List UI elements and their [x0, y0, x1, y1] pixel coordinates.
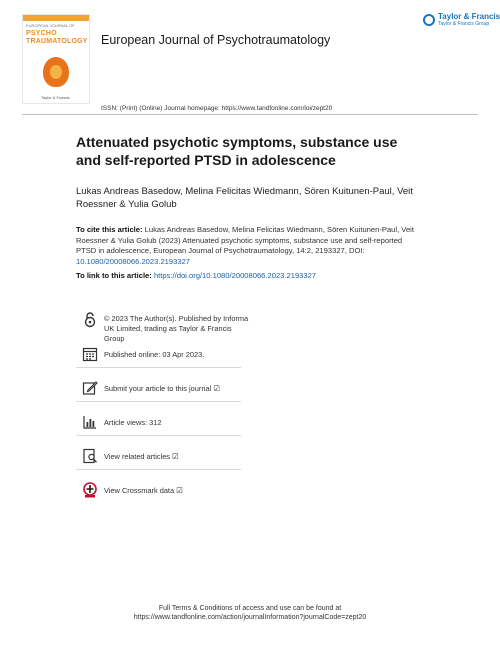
related-articles-item[interactable] [82, 448, 402, 478]
cover-title [26, 30, 88, 46]
item-divider [76, 435, 241, 436]
published-item [82, 346, 402, 376]
item-divider [76, 469, 241, 470]
bar-chart-icon [82, 414, 98, 430]
header-divider [22, 114, 478, 115]
issn-homepage-line[interactable]: ISSN: (Print) (Online) Journal homepage: https://www.tandfonline.com/loi/zept20 [101, 105, 333, 112]
published-text: Published online: 03 Apr 2023. [104, 350, 205, 359]
license-text: © 2023 The Author(s). Published by Informa UK Limited, trading as Taylor & Francis Group [104, 314, 249, 343]
license-item [82, 312, 402, 342]
search-document-icon [82, 448, 98, 464]
article-link-line [76, 271, 421, 280]
article-views-item [82, 414, 402, 444]
article-authors: Lukas Andreas Basedow, Melina Felicitas Wiedmann, Sören Kuitunen-Paul, Veit Roessner & Yulia Golub [76, 186, 413, 210]
cover-top-bar [23, 15, 89, 21]
footer [0, 604, 500, 622]
submit-article-text[interactable]: Submit your article to this journal ☑ [104, 384, 220, 393]
article-link-url[interactable]: https://doi.org/10.1080/20008066.2023.2193327 [153, 271, 317, 280]
cover-header-small: EUROPEAN JOURNAL OF [26, 23, 75, 28]
submit-article-item[interactable] [82, 380, 402, 410]
footer-line1: Full Terms & Conditions of access and use can be found at [158, 605, 342, 612]
crossmark-text[interactable]: View Crossmark data ☑ [104, 486, 183, 495]
open-access-icon [82, 312, 98, 328]
citation-block [76, 225, 421, 267]
publisher-logo-icon [423, 14, 435, 26]
cover-publisher: Taylor & Francis [41, 95, 70, 100]
journal-cover-image [22, 14, 90, 104]
item-divider [76, 367, 241, 368]
citation-label: To cite this article: [76, 225, 143, 234]
pencil-icon [82, 380, 98, 396]
footer-terms-link[interactable]: https://www.tandfonline.com/action/journalInformation?journalCode=zept20 [133, 614, 367, 621]
publisher-logo [423, 12, 500, 30]
citation-text: Lukas Andreas Basedow, Melina Felicitas Wiedmann, Sören Kuitunen-Paul, Veit Roessner & Yulia Golub (2023) Attenuated psychotic symptoms, substance use and self-reported PTSD in adolescence, European Journal of Psychotraumatology, 14:2, 2193327, DOI: [76, 225, 414, 255]
publisher-logo-group: Taylor & Francis Group [438, 21, 490, 27]
article-title: Attenuated psychotic symptoms, substance use and self-reported PTSD in adolescence [76, 134, 398, 168]
calendar-icon [82, 346, 98, 362]
cover-title-line2: TRAUMATOLOGY [26, 38, 88, 45]
citation-doi-link[interactable]: 10.1080/20008066.2023.2193327 [76, 256, 191, 266]
crossmark-item[interactable] [82, 482, 402, 512]
article-link-label: To link to this article: [76, 271, 152, 280]
journal-name: European Journal of Psychotraumatology [101, 33, 331, 47]
brain-illustration-icon [43, 57, 69, 87]
cover-title-line1: PSYCHO [26, 30, 57, 37]
item-divider [76, 401, 241, 402]
article-views-text: Article views: 312 [104, 418, 162, 427]
related-articles-text[interactable]: View related articles ☑ [104, 452, 179, 461]
publisher-logo-name: Taylor & Francis [438, 12, 500, 21]
crossmark-icon [82, 482, 98, 498]
